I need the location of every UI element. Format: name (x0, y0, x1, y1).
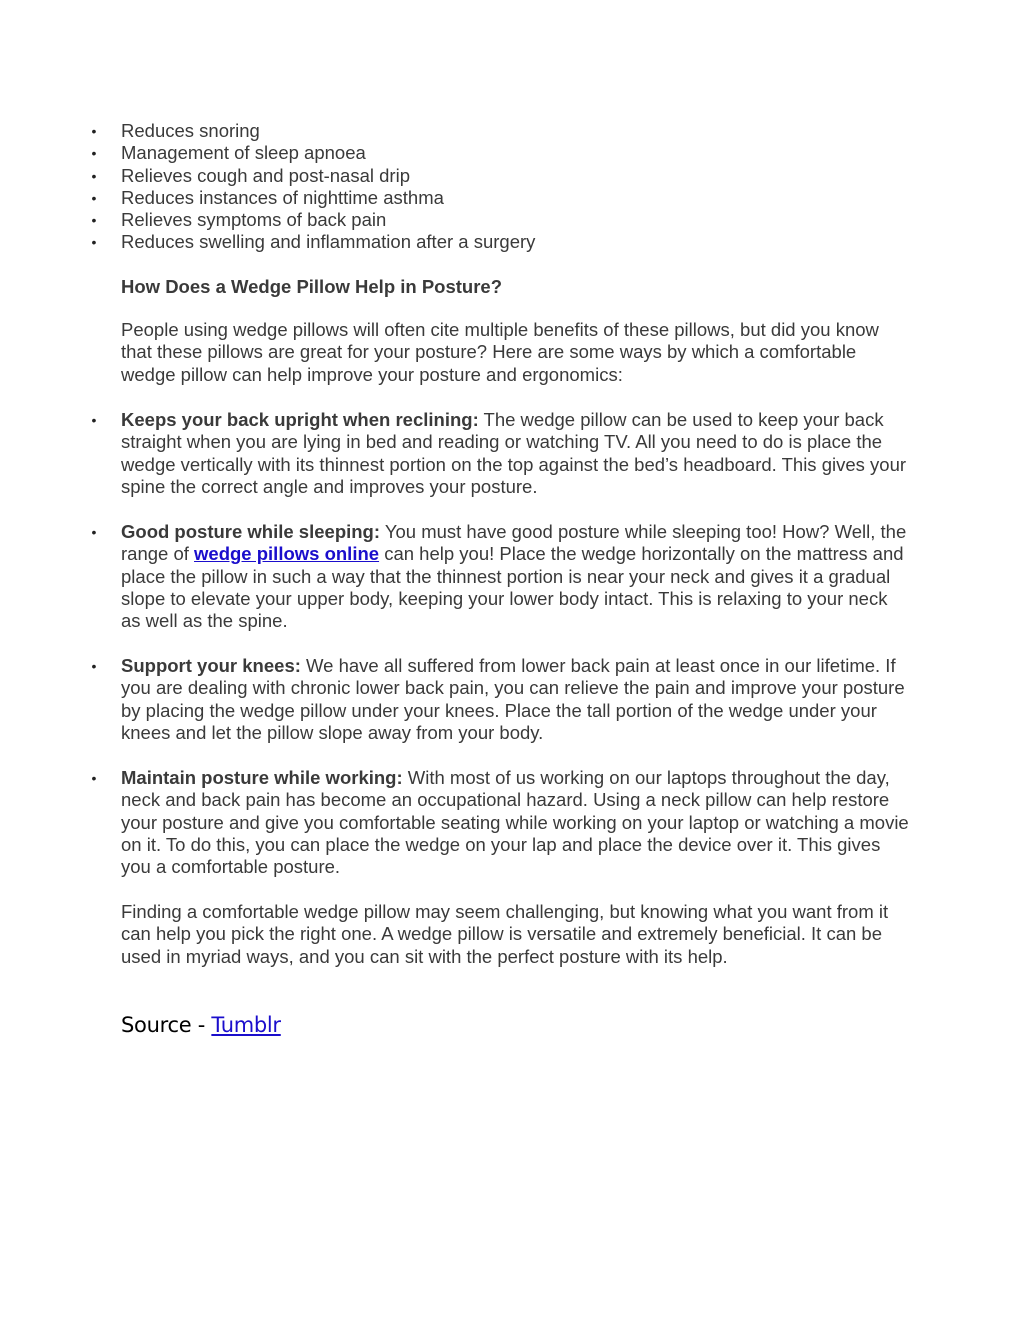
intro-paragraph: People using wedge pillows will often cite multiple benefits of these pillows, but did you know that these pillows are great for your posture? Here are some ways by which a comfortable wedge pillow can help improve your posture and ergonomics: (121, 319, 879, 385)
list-item: • Relieves cough and post-nasal drip (0, 165, 911, 187)
list-item: • Relieves symptoms of back pain (0, 209, 911, 231)
list-item: • Reduces instances of nighttime asthma (0, 187, 911, 209)
bullet-icon: • (91, 412, 97, 428)
point-text: With most of us working on our laptops throughout the day, neck and back pain has become an occupational hazard. Using a neck pillow can help restore your posture and give you comfortable seating while working on your laptop or watching a movie on it. To do this, you can place the wedge on your lap and place the device over it. This gives you a comfortable posture. (121, 767, 909, 878)
point-item (91, 409, 911, 498)
point-title: Keeps your back upright when reclining: (121, 409, 479, 430)
point-text: The wedge pillow can be used to keep your back straight when you are lying in bed and reading or watching TV. All you need to do is place the wedge vertically with its thinnest portion on the top against the bed’s headboard. This gives your spine the correct angle and improves your posture. (121, 409, 907, 497)
conclusion-paragraph: Finding a comfortable wedge pillow may seem challenging, but knowing what you want from it can help you pick the right one. A wedge pillow is versatile and extremely beneficial. It can be used in myriad ways, and you can sit with the perfect posture with its help. (121, 901, 889, 967)
bullet-icon: • (91, 123, 97, 139)
point-text: You must have good posture while sleeping too! How? Well, the range of (121, 521, 907, 565)
list-item: • Management of sleep apnoea (0, 142, 911, 164)
list-item: • Reduces snoring (0, 120, 911, 142)
bullet-icon: • (91, 167, 97, 184)
bullet-icon: • (91, 770, 97, 786)
bullet-icon: • (91, 189, 97, 206)
bullet-icon: • (91, 145, 97, 162)
bullet-icon: • (91, 524, 97, 540)
benefits-list (0, 120, 1024, 254)
source-link[interactable]: Tumblr (211, 1013, 281, 1037)
list-item: • Reduces swelling and inflammation after a surgery (0, 231, 911, 253)
point-text: We have all suffered from lower back pain at least once in our lifetime. If you are dealing with chronic lower back pain, you can relieve the pain and improve your posture by placing the wedge pillow under your knees. Place the tall portion of the wedge under your knees and let the pillow slope away from your body. (121, 655, 905, 743)
point-title: Maintain posture while working: (121, 767, 403, 788)
section-heading: How Does a Wedge Pillow Help in Posture? (121, 276, 503, 297)
point-item (91, 521, 911, 632)
point-text: can help you! Place the wedge horizontally on the mattress and place the pillow in such a way that the thinnest portion is near your neck and gives it a gradual slope to elevate your upper body, keeping your lower body intact. This is relaxing to your neck as well as the spine. (121, 543, 904, 632)
source-label: Source - (121, 1013, 212, 1037)
point-item (91, 767, 911, 878)
point-title: Good posture while sleeping: (121, 521, 381, 542)
point-title: Support your knees: (121, 655, 301, 676)
bullet-icon: • (91, 212, 97, 229)
source-line (121, 1011, 281, 1039)
point-item (91, 655, 911, 744)
bullet-icon: • (91, 658, 97, 674)
wedge-pillows-link[interactable]: wedge pillows online (194, 543, 380, 565)
bullet-icon: • (91, 234, 97, 251)
